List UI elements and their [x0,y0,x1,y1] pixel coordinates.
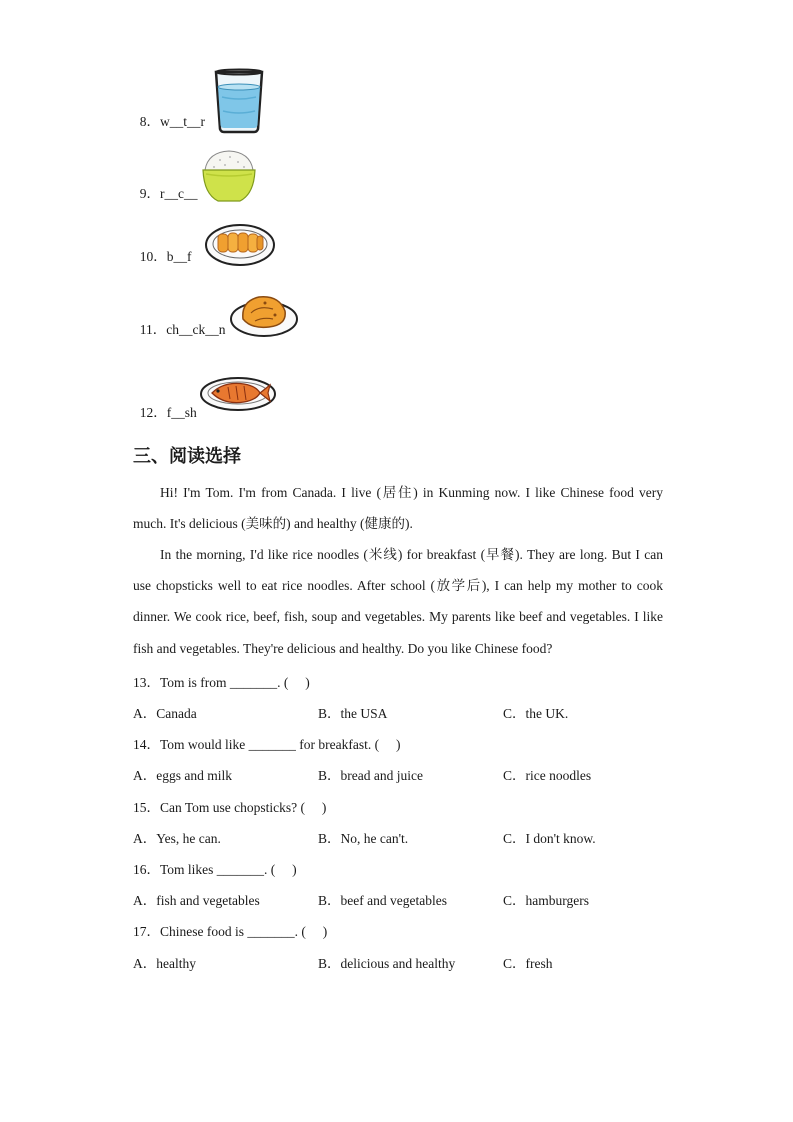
question-15: 15．Can Tom use chopsticks? ( ) [133,800,327,815]
option-17-b[interactable]: B．delicious and healthy [318,956,456,971]
spelling-item-10 [133,229,192,265]
item-number: 12． [139,405,167,420]
option-15-a[interactable]: A．Yes, he can. [133,831,221,846]
question-14: 14．Tom would like _______ for breakfast. ( ) [133,737,401,752]
bowl-of-rice-icon [200,148,258,206]
glass-of-water-icon [212,67,266,135]
spelling-item-11 [133,302,225,338]
option-13-b[interactable]: B．the USA [318,706,388,721]
item-number: 9． [139,186,160,201]
option-16-b[interactable]: B．beef and vegetables [318,893,447,908]
word-pattern: f__sh [166,405,197,420]
item-number: 8． [139,114,160,129]
word-pattern: b__f [166,249,192,264]
question-16: 16．Tom likes _______. ( ) [133,862,297,877]
passage-paragraph-2: In the morning, I'd like rice noodles (米线) for breakfast (早餐). They are long. But I can use chopsticks well to eat rice noodles. After school (放学后), I can help my mother to cook dinner. We cook rice, beef, fish, soup and vegetables. My parents like beef and vegetables. I like fish and vegetables. They're delicious and healthy. Do you like Chinese food? [133,547,663,656]
option-17-c[interactable]: C．fresh [503,956,553,971]
question-17: 17．Chinese food is _______. ( ) [133,924,328,939]
word-pattern: r__c__ [160,186,198,201]
option-13-a[interactable]: A．Canada [133,706,197,721]
roast-chicken-icon [229,291,299,339]
spelling-item-9 [133,166,198,202]
option-17-a[interactable]: A．healthy [133,956,196,971]
option-13-c[interactable]: C．the UK. [503,706,569,721]
word-pattern: ch__ck__n [166,322,226,337]
word-pattern: w__t__r [160,114,205,129]
question-13: 13．Tom is from _______. ( ) [133,675,310,690]
option-14-b[interactable]: B．bread and juice [318,768,423,783]
option-16-c[interactable]: C．hamburgers [503,893,589,908]
option-16-a[interactable]: A．fish and vegetables [133,893,260,908]
plate-of-fish-icon [198,373,278,413]
plate-of-beef-icon [204,220,276,268]
item-number: 11． [139,322,167,337]
option-14-c[interactable]: C．rice noodles [503,768,592,783]
option-14-a[interactable]: A．eggs and milk [133,768,232,783]
option-15-b[interactable]: B．No, he can't. [318,831,409,846]
item-number: 10． [139,249,167,264]
passage-paragraph-1: Hi! I'm Tom. I'm from Canada. I live (居住) in Kunming now. I like Chinese food very much. It's delicious (美味的) and healthy (健康的). [133,485,663,532]
section-title: 三、阅读选择 [133,446,241,467]
spelling-item-8 [133,94,205,130]
spelling-item-12 [133,385,197,421]
option-15-c[interactable]: C．I don't know. [503,831,596,846]
